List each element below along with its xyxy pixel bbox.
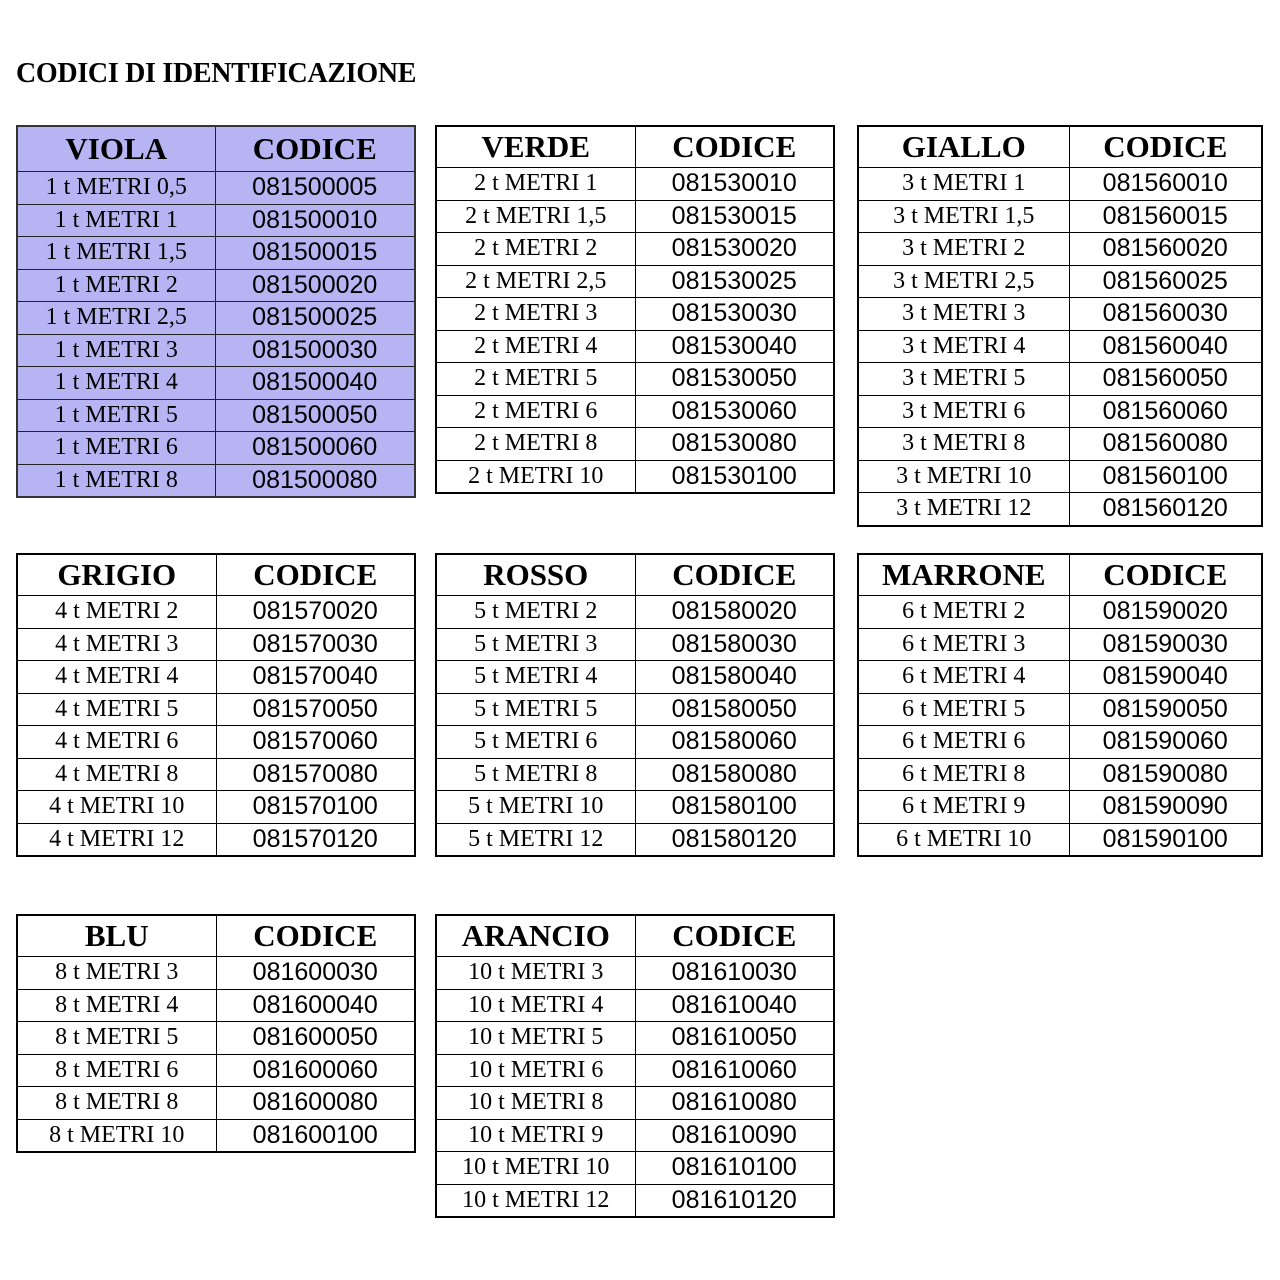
size-cell: 8 t METRI 8: [17, 1087, 216, 1120]
size-cell: 2 t METRI 1,5: [436, 200, 635, 233]
size-cell: 4 t METRI 2: [17, 596, 216, 629]
table-row: [436, 823, 834, 856]
code-cell: 081500015: [215, 237, 415, 270]
size-cell: 4 t METRI 12: [17, 823, 216, 856]
size-cell: 10 t METRI 3: [436, 957, 635, 990]
table-row: [17, 172, 415, 205]
table-row: [436, 791, 834, 824]
code-cell: 081570050: [216, 693, 415, 726]
size-cell: 1 t METRI 1,5: [17, 237, 215, 270]
table-row: [436, 661, 834, 694]
code-cell: 081600060: [216, 1054, 415, 1087]
code-cell: 081610050: [635, 1022, 834, 1055]
code-cell: 081530050: [635, 363, 834, 396]
size-cell: 1 t METRI 4: [17, 367, 215, 400]
code-cell: 081580100: [635, 791, 834, 824]
table-row: [858, 726, 1262, 759]
size-cell: 1 t METRI 3: [17, 334, 215, 367]
code-cell: 081500060: [215, 432, 415, 465]
size-cell: 3 t METRI 10: [858, 460, 1069, 493]
code-cell: 081570030: [216, 628, 415, 661]
color-header: ARANCIO: [436, 915, 635, 957]
size-cell: 5 t METRI 10: [436, 791, 635, 824]
code-cell: 081590050: [1069, 693, 1262, 726]
table-row: [858, 823, 1262, 856]
table-row: [436, 596, 834, 629]
code-cell: 081530020: [635, 233, 834, 266]
size-cell: 5 t METRI 4: [436, 661, 635, 694]
code-cell: 081610100: [635, 1152, 834, 1185]
code-cell: 081530030: [635, 298, 834, 331]
size-cell: 4 t METRI 4: [17, 661, 216, 694]
table-row: [858, 233, 1262, 266]
size-cell: 2 t METRI 4: [436, 330, 635, 363]
code-cell: 081590030: [1069, 628, 1262, 661]
code-header: CODICE: [216, 915, 415, 957]
code-header: CODICE: [215, 126, 415, 172]
table-row: [436, 1087, 834, 1120]
table-row: [436, 233, 834, 266]
code-cell: 081500010: [215, 204, 415, 237]
size-cell: 4 t METRI 10: [17, 791, 216, 824]
size-cell: 2 t METRI 6: [436, 395, 635, 428]
code-cell: 081500040: [215, 367, 415, 400]
code-cell: 081590090: [1069, 791, 1262, 824]
table-row: [17, 957, 415, 990]
code-cell: 081610060: [635, 1054, 834, 1087]
size-cell: 5 t METRI 5: [436, 693, 635, 726]
table-row: [436, 395, 834, 428]
size-cell: 4 t METRI 3: [17, 628, 216, 661]
size-cell: 5 t METRI 8: [436, 758, 635, 791]
table-row: [436, 363, 834, 396]
table-row: [17, 1022, 415, 1055]
code-cell: 081500025: [215, 302, 415, 335]
size-cell: 10 t METRI 4: [436, 989, 635, 1022]
header-row: [436, 554, 834, 596]
table-marrone: [857, 553, 1263, 857]
size-cell: 3 t METRI 8: [858, 428, 1069, 461]
size-cell: 6 t METRI 3: [858, 628, 1069, 661]
table-row: [858, 493, 1262, 526]
table-row: [17, 726, 415, 759]
code-cell: 081560060: [1069, 395, 1262, 428]
table-verde: [435, 125, 835, 494]
table-row: [17, 237, 415, 270]
table-row: [17, 204, 415, 237]
table-row: [17, 758, 415, 791]
size-cell: 10 t METRI 12: [436, 1184, 635, 1217]
code-cell: 081500005: [215, 172, 415, 205]
code-cell: 081600100: [216, 1119, 415, 1152]
color-header: MARRONE: [858, 554, 1069, 596]
table-row: [17, 399, 415, 432]
code-header: CODICE: [635, 915, 834, 957]
code-cell: 081580040: [635, 661, 834, 694]
code-cell: 081530010: [635, 168, 834, 201]
code-header: CODICE: [1069, 126, 1262, 168]
size-cell: 2 t METRI 1: [436, 168, 635, 201]
size-cell: 6 t METRI 2: [858, 596, 1069, 629]
size-cell: 10 t METRI 8: [436, 1087, 635, 1120]
code-cell: 081570020: [216, 596, 415, 629]
code-cell: 081610080: [635, 1087, 834, 1120]
table-row: [17, 823, 415, 856]
code-cell: 081500020: [215, 269, 415, 302]
table-row: [17, 661, 415, 694]
header-row: [17, 554, 415, 596]
size-cell: 8 t METRI 6: [17, 1054, 216, 1087]
code-cell: 081610120: [635, 1184, 834, 1217]
code-cell: 081530060: [635, 395, 834, 428]
code-header: CODICE: [635, 126, 834, 168]
size-cell: 3 t METRI 12: [858, 493, 1069, 526]
table-row: [436, 298, 834, 331]
header-row: [17, 915, 415, 957]
table-row: [436, 428, 834, 461]
header-row: [436, 915, 834, 957]
table-row: [436, 628, 834, 661]
code-cell: 081590040: [1069, 661, 1262, 694]
table-row: [858, 363, 1262, 396]
code-cell: 081590020: [1069, 596, 1262, 629]
size-cell: 10 t METRI 6: [436, 1054, 635, 1087]
table-row: [858, 460, 1262, 493]
size-cell: 1 t METRI 5: [17, 399, 215, 432]
table-grigio: [16, 553, 416, 857]
code-cell: 081530100: [635, 460, 834, 493]
size-cell: 4 t METRI 5: [17, 693, 216, 726]
size-cell: 4 t METRI 8: [17, 758, 216, 791]
table-rosso: [435, 553, 835, 857]
size-cell: 2 t METRI 3: [436, 298, 635, 331]
table-row: [858, 395, 1262, 428]
table-row: [858, 298, 1262, 331]
size-cell: 8 t METRI 5: [17, 1022, 216, 1055]
table-viola: [16, 125, 416, 498]
table-row: [436, 758, 834, 791]
size-cell: 3 t METRI 1: [858, 168, 1069, 201]
table-row: [17, 334, 415, 367]
color-header: ROSSO: [436, 554, 635, 596]
table-row: [436, 460, 834, 493]
table-row: [858, 596, 1262, 629]
size-cell: 10 t METRI 5: [436, 1022, 635, 1055]
code-header: CODICE: [1069, 554, 1262, 596]
table-row: [858, 628, 1262, 661]
code-cell: 081560015: [1069, 200, 1262, 233]
table-row: [858, 693, 1262, 726]
color-header: BLU: [17, 915, 216, 957]
table-row: [436, 200, 834, 233]
table-row: [436, 1054, 834, 1087]
code-cell: 081570120: [216, 823, 415, 856]
table-row: [858, 200, 1262, 233]
table-row: [17, 1054, 415, 1087]
code-cell: 081570100: [216, 791, 415, 824]
code-cell: 081560050: [1069, 363, 1262, 396]
code-cell: 081560100: [1069, 460, 1262, 493]
size-cell: 1 t METRI 1: [17, 204, 215, 237]
table-row: [17, 432, 415, 465]
code-cell: 081600030: [216, 957, 415, 990]
code-cell: 081610040: [635, 989, 834, 1022]
size-cell: 10 t METRI 10: [436, 1152, 635, 1185]
code-cell: 081580020: [635, 596, 834, 629]
color-header: VIOLA: [17, 126, 215, 172]
code-cell: 081610090: [635, 1119, 834, 1152]
size-cell: 2 t METRI 8: [436, 428, 635, 461]
table-row: [858, 265, 1262, 298]
table-row: [17, 302, 415, 335]
size-cell: 6 t METRI 6: [858, 726, 1069, 759]
table-row: [17, 1087, 415, 1120]
code-cell: 081560040: [1069, 330, 1262, 363]
size-cell: 2 t METRI 5: [436, 363, 635, 396]
code-cell: 081560010: [1069, 168, 1262, 201]
size-cell: 8 t METRI 3: [17, 957, 216, 990]
code-cell: 081580120: [635, 823, 834, 856]
code-cell: 081530040: [635, 330, 834, 363]
code-cell: 081560020: [1069, 233, 1262, 266]
header-row: [858, 126, 1262, 168]
size-cell: 6 t METRI 8: [858, 758, 1069, 791]
code-cell: 081500050: [215, 399, 415, 432]
code-cell: 081590100: [1069, 823, 1262, 856]
code-cell: 081590060: [1069, 726, 1262, 759]
size-cell: 2 t METRI 2: [436, 233, 635, 266]
code-cell: 081560025: [1069, 265, 1262, 298]
code-cell: 081500080: [215, 464, 415, 497]
code-cell: 081560120: [1069, 493, 1262, 526]
size-cell: 5 t METRI 2: [436, 596, 635, 629]
table-row: [436, 1184, 834, 1217]
table-row: [17, 1119, 415, 1152]
table-row: [436, 1119, 834, 1152]
table-row: [858, 661, 1262, 694]
color-header: VERDE: [436, 126, 635, 168]
table-row: [436, 265, 834, 298]
header-row: [436, 126, 834, 168]
table-giallo: [857, 125, 1263, 527]
table-row: [17, 628, 415, 661]
table-row: [436, 957, 834, 990]
size-cell: 3 t METRI 3: [858, 298, 1069, 331]
table-row: [17, 464, 415, 497]
table-row: [436, 1022, 834, 1055]
size-cell: 3 t METRI 5: [858, 363, 1069, 396]
size-cell: 1 t METRI 2: [17, 269, 215, 302]
size-cell: 1 t METRI 2,5: [17, 302, 215, 335]
table-row: [436, 989, 834, 1022]
size-cell: 3 t METRI 2: [858, 233, 1069, 266]
size-cell: 1 t METRI 8: [17, 464, 215, 497]
table-row: [17, 269, 415, 302]
code-cell: 081610030: [635, 957, 834, 990]
code-cell: 081530080: [635, 428, 834, 461]
size-cell: 2 t METRI 2,5: [436, 265, 635, 298]
size-cell: 5 t METRI 12: [436, 823, 635, 856]
table-row: [858, 758, 1262, 791]
size-cell: 8 t METRI 10: [17, 1119, 216, 1152]
code-cell: 081530025: [635, 265, 834, 298]
table-row: [17, 791, 415, 824]
size-cell: 10 t METRI 9: [436, 1119, 635, 1152]
page-title: CODICI DI IDENTIFICAZIONE: [16, 58, 417, 89]
code-cell: 081530015: [635, 200, 834, 233]
table-row: [858, 330, 1262, 363]
header-row: [858, 554, 1262, 596]
code-cell: 081580050: [635, 693, 834, 726]
code-cell: 081580080: [635, 758, 834, 791]
code-header: CODICE: [216, 554, 415, 596]
table-blu: [16, 914, 416, 1153]
code-cell: 081560030: [1069, 298, 1262, 331]
table-row: [17, 693, 415, 726]
size-cell: 2 t METRI 10: [436, 460, 635, 493]
size-cell: 1 t METRI 6: [17, 432, 215, 465]
size-cell: 8 t METRI 4: [17, 989, 216, 1022]
table-arancio: [435, 914, 835, 1218]
size-cell: 4 t METRI 6: [17, 726, 216, 759]
code-cell: 081500030: [215, 334, 415, 367]
code-cell: 081600050: [216, 1022, 415, 1055]
size-cell: 3 t METRI 2,5: [858, 265, 1069, 298]
table-row: [858, 428, 1262, 461]
table-row: [436, 330, 834, 363]
code-cell: 081600080: [216, 1087, 415, 1120]
size-cell: 6 t METRI 10: [858, 823, 1069, 856]
header-row: [17, 126, 415, 172]
color-header: GRIGIO: [17, 554, 216, 596]
code-cell: 081600040: [216, 989, 415, 1022]
size-cell: 6 t METRI 5: [858, 693, 1069, 726]
code-cell: 081590080: [1069, 758, 1262, 791]
size-cell: 5 t METRI 6: [436, 726, 635, 759]
size-cell: 5 t METRI 3: [436, 628, 635, 661]
code-cell: 081560080: [1069, 428, 1262, 461]
table-row: [858, 791, 1262, 824]
table-row: [17, 367, 415, 400]
table-row: [436, 168, 834, 201]
size-cell: 1 t METRI 0,5: [17, 172, 215, 205]
size-cell: 3 t METRI 1,5: [858, 200, 1069, 233]
size-cell: 3 t METRI 6: [858, 395, 1069, 428]
code-header: CODICE: [635, 554, 834, 596]
code-cell: 081570040: [216, 661, 415, 694]
size-cell: 6 t METRI 4: [858, 661, 1069, 694]
color-header: GIALLO: [858, 126, 1069, 168]
size-cell: 6 t METRI 9: [858, 791, 1069, 824]
code-cell: 081570060: [216, 726, 415, 759]
table-row: [858, 168, 1262, 201]
size-cell: 3 t METRI 4: [858, 330, 1069, 363]
table-row: [17, 989, 415, 1022]
table-row: [436, 1152, 834, 1185]
table-row: [17, 596, 415, 629]
table-row: [436, 726, 834, 759]
code-cell: 081580060: [635, 726, 834, 759]
code-cell: 081570080: [216, 758, 415, 791]
table-row: [436, 693, 834, 726]
code-cell: 081580030: [635, 628, 834, 661]
